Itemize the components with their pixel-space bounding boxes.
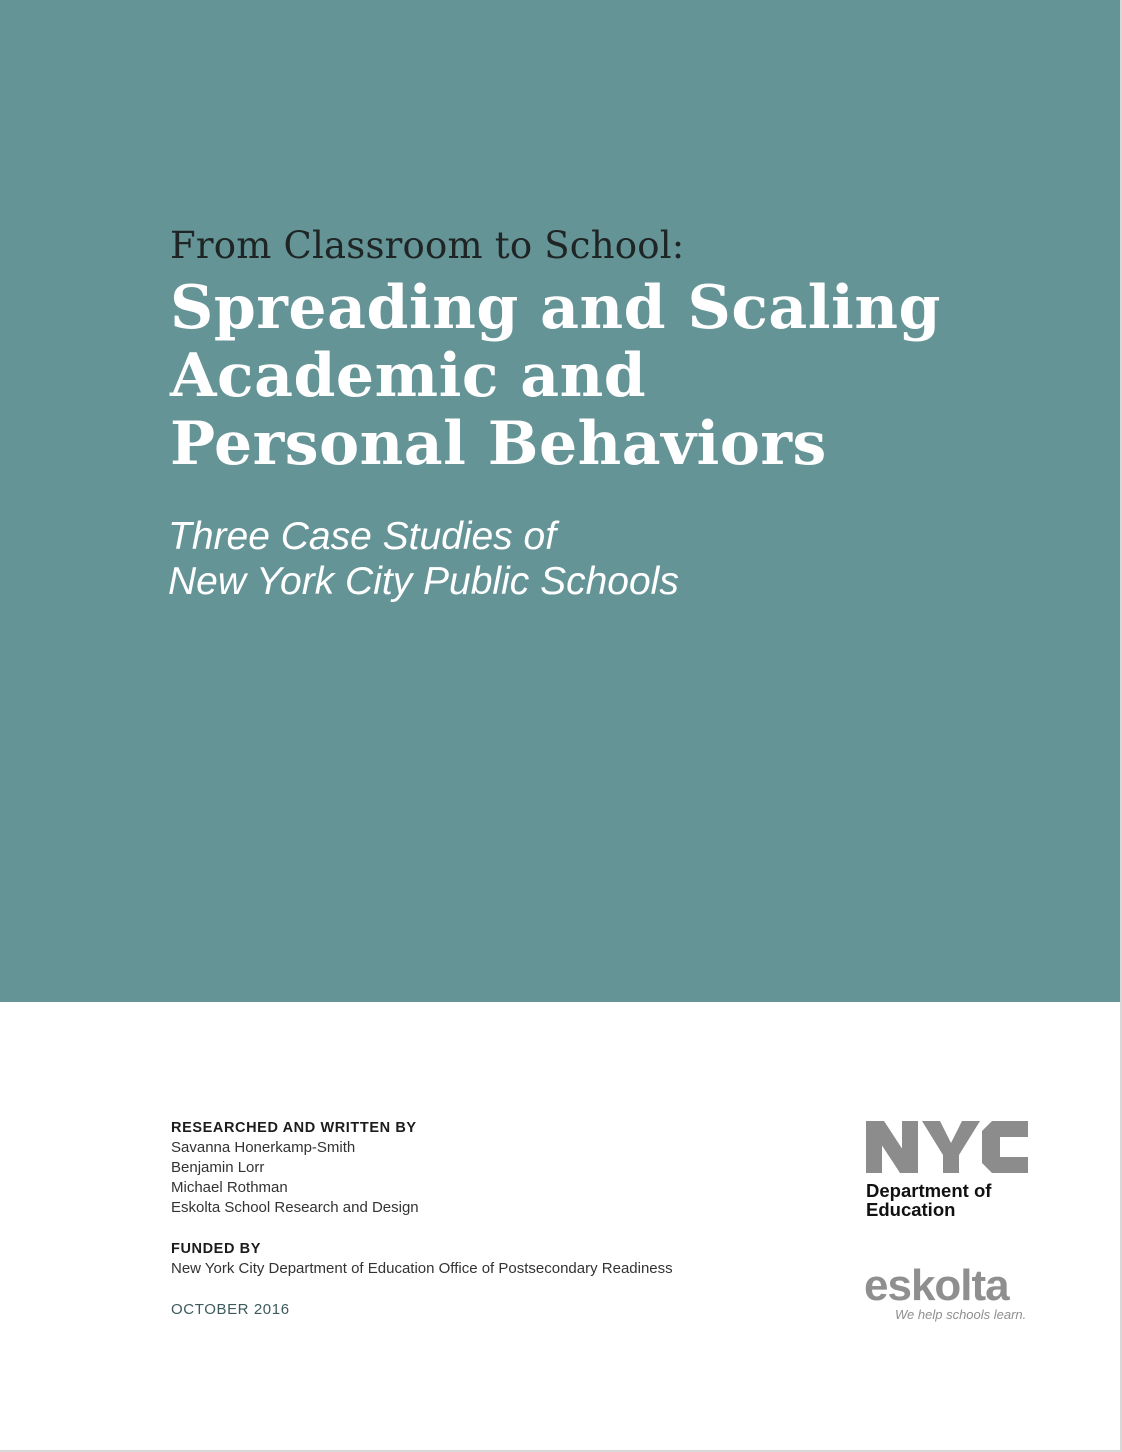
authors-group [171,1118,673,1218]
report-subtitle-line: New York City Public Schools [168,560,679,603]
report-kicker: From Classroom to School: [170,224,685,267]
report-title-line: Spreading and Scaling [170,273,941,343]
report-subtitle-line: Three Case Studies of [168,515,557,558]
author-name: Michael Rothman [171,1179,288,1196]
author-organization: Eskolta School Research and Design [171,1199,419,1216]
nyc-department-line: Education [866,1199,956,1220]
nyc-department-name [866,1181,991,1219]
report-subtitle [168,514,679,604]
report-title-line: Personal Behaviors [170,409,827,479]
eskolta-tagline: We help schools learn. [895,1307,1027,1322]
funder-name: New York City Department of Education Office of Postsecondary Readiness [171,1260,673,1277]
author-name: Benjamin Lorr [171,1159,265,1176]
credits-block [171,1118,673,1320]
eskolta-logo: eskolta [864,1261,1009,1310]
funder-group [171,1239,673,1279]
publication-date: OCTOBER 2016 [171,1301,290,1318]
report-title-line: Academic and [170,341,647,411]
authors-heading: RESEARCHED AND WRITTEN BY [171,1120,417,1136]
report-title [170,274,1030,478]
author-name: Savanna Honerkamp-Smith [171,1139,356,1156]
funder-heading: FUNDED BY [171,1241,261,1257]
nyc-logo [866,1121,1036,1177]
nyc-department-line: Department of [866,1180,992,1201]
